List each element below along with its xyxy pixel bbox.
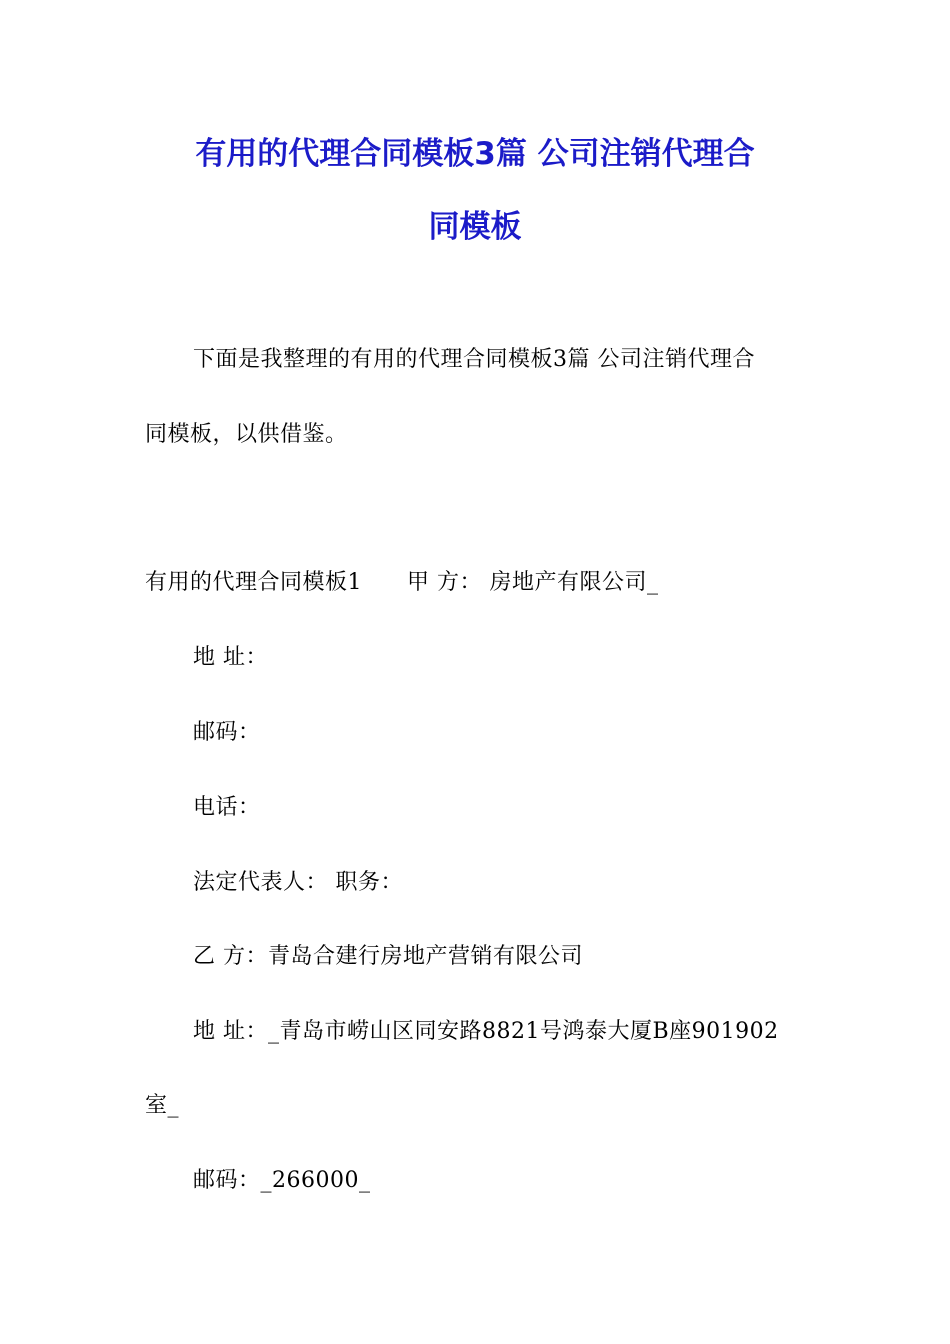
party-b-postcode: 邮码：_266000_ — [193, 1168, 371, 1193]
party-a-postcode: 邮码： — [193, 720, 261, 745]
intro-paragraph-line-1: 下面是我整理的有用的代理合同模板3篇 公司注销代理合 — [193, 347, 755, 372]
party-a-address: 地 址： — [193, 645, 268, 670]
party-b-address-line-1: 地 址：_青岛市崂山区同安路8821号鸿泰大厦B座901902 — [193, 1019, 779, 1044]
party-b-name: 乙 方：青岛合建行房地产营销有限公司 — [193, 944, 583, 969]
document-title-line-2: 同模板 — [428, 209, 522, 245]
intro-paragraph-line-2: 同模板，以供借鉴。 — [145, 422, 348, 447]
party-a-phone: 电话： — [193, 795, 261, 820]
party-a-heading: 有用的代理合同模板1 甲 方： 房地产有限公司_ — [145, 570, 659, 595]
party-b-address-line-2: 室_ — [145, 1093, 180, 1118]
document-title-line-1: 有用的代理合同模板3篇 公司注销代理合 — [195, 136, 755, 172]
party-a-legal-representative: 法定代表人： 职务： — [193, 870, 403, 895]
